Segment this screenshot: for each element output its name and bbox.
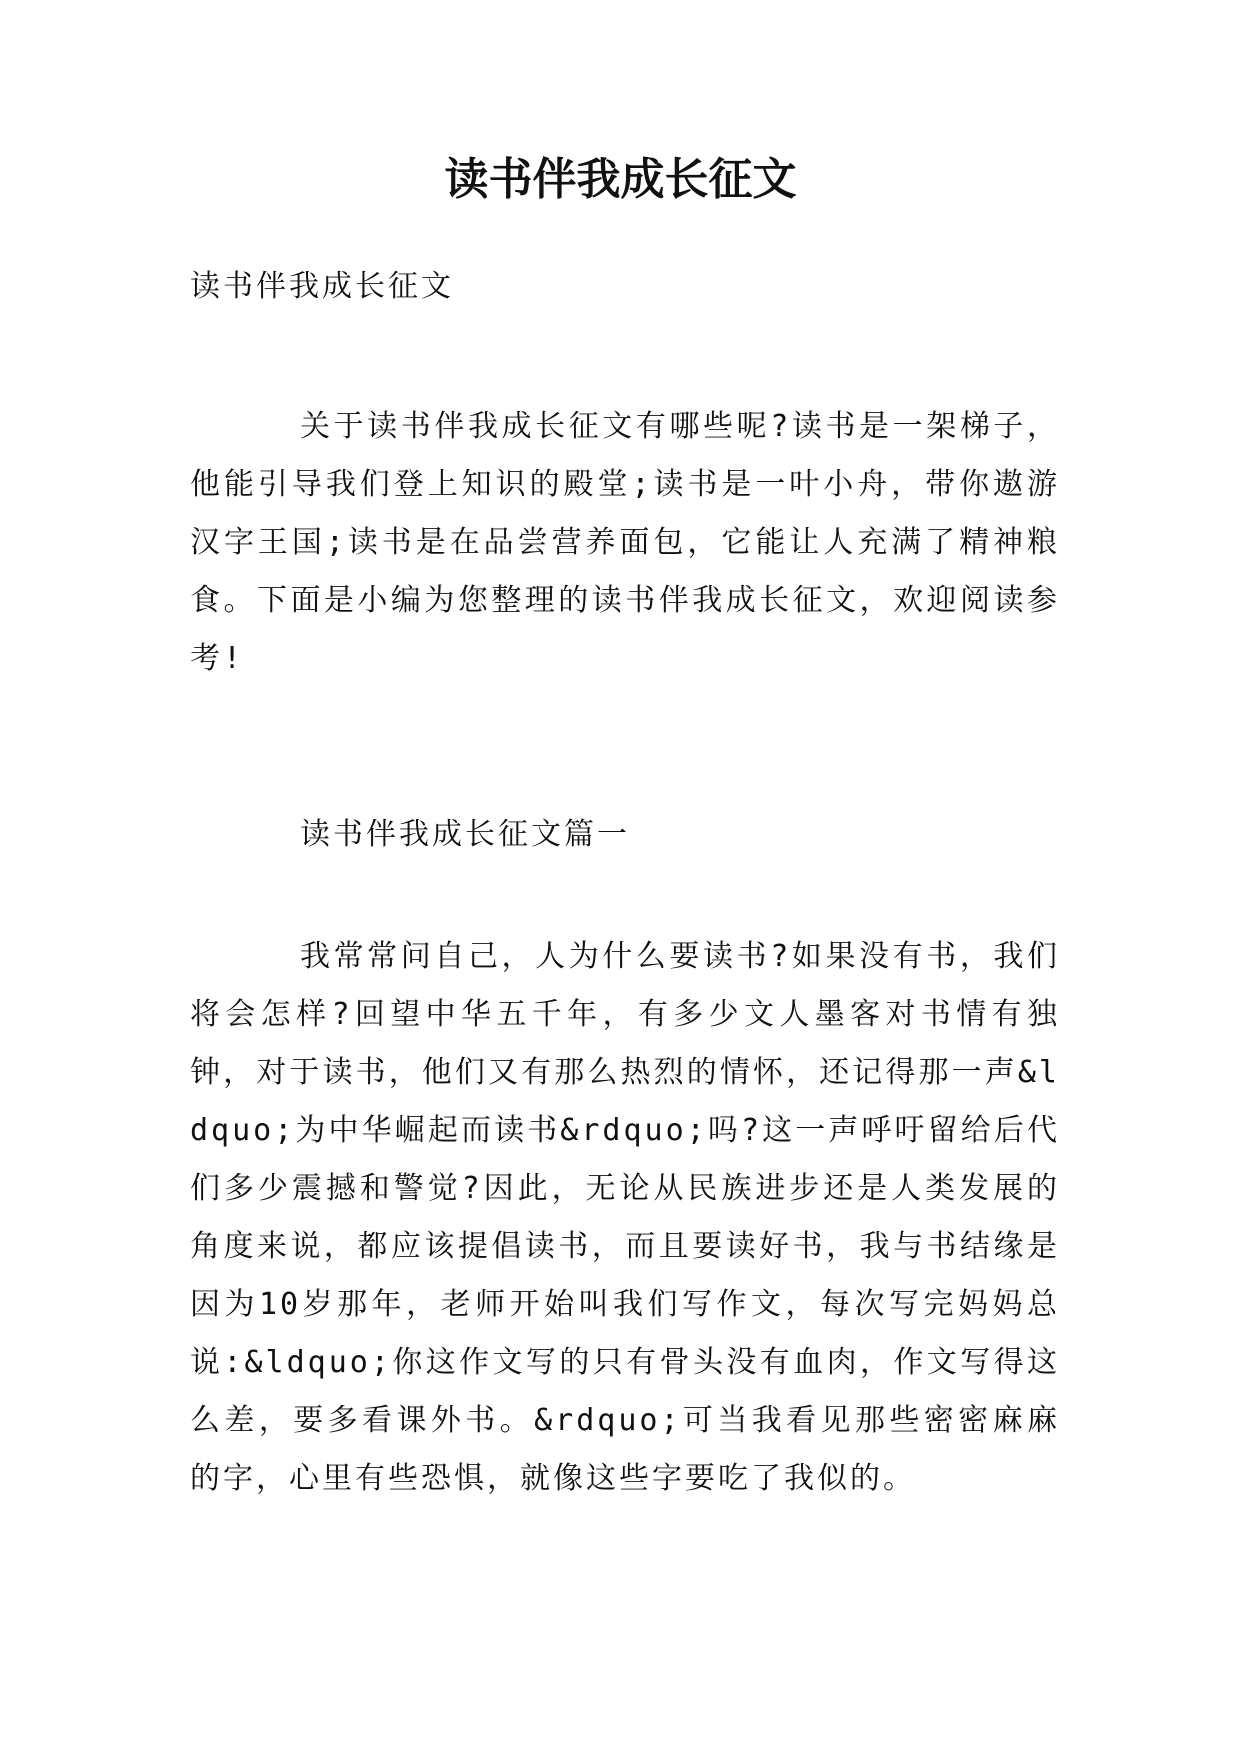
document-title: 读书伴我成长征文 [444,154,797,205]
section-heading: 读书伴我成长征文篇一 [300,817,630,852]
document-subtitle: 读书伴我成长征文 [190,269,454,304]
body-paragraph: 我常常问自己，人为什么要读书?如果没有书，我们将会怎样?回望中华五千年，有多少文人墨客对书情有独钟，对于读书，他们又有那么热烈的情怀，还记得那一声&ldquo;为中华崛起而读书&rdquo;吗?这一声呼吁留给后代们多少震撼和警觉?因此，无论从民族进步还是人类发展的角度来说，都应该提倡读书，而且要读好书，我与书结缘是因为10岁那年，老师开始叫我们写作文，每次写完妈妈总说:&ldquo;你这作文写的只有骨头没有血肉，作文写得这么差，要多看课外书。&rdquo;可当我看见那些密密麻麻的字，心里有些恐惧，就像这些字要吃了我似的。 [190,939,1060,1496]
intro-paragraph: 关于读书伴我成长征文有哪些呢?读书是一架梯子，他能引导我们登上知识的殿堂;读书是一叶小舟，带你遨游汉字王国;读书是在品尝营养面包，它能让人充满了精神粮食。下面是小编为您整理的读书伴我成长征文，欢迎阅读参考! [190,409,1060,676]
